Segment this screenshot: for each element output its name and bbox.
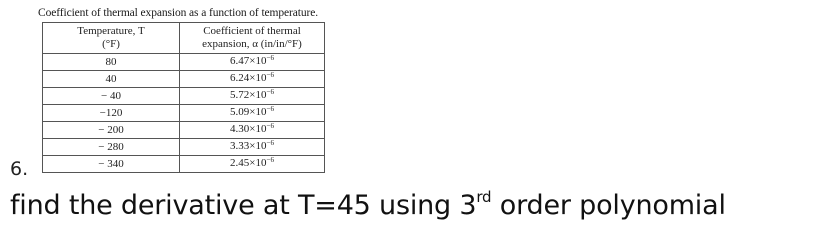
coefficient-cell: $3.33\times 10^{-6}$	[180, 139, 325, 156]
header-temperature-line1: Temperature, T	[77, 25, 145, 37]
coefficient-cell: $5.72\times 10^{-6}$	[180, 88, 325, 105]
coefficient-cell: $4.30\times 10^{-6}$	[180, 122, 325, 139]
temperature-cell: − 280	[43, 139, 180, 156]
coefficient-cell: $6.24\times 10^{-6}$	[180, 71, 325, 88]
problem-number: 6.	[10, 158, 29, 180]
table-caption: Coefficient of thermal expansion as a function of temperature.	[38, 7, 319, 19]
header-coefficient	[180, 23, 325, 54]
coefficient-cell: $5.09\times 10^{-6}$	[180, 105, 325, 122]
table-row	[43, 156, 325, 173]
table-row	[43, 139, 325, 156]
temperature-cell: −120	[43, 105, 180, 122]
header-temperature	[43, 23, 180, 54]
table-row	[43, 122, 325, 139]
table-row	[43, 71, 325, 88]
thermal-expansion-table	[42, 22, 325, 173]
table-row	[43, 105, 325, 122]
question-superscript: rd	[476, 188, 492, 206]
temperature-cell: − 40	[43, 88, 180, 105]
temperature-cell: 40	[43, 71, 180, 88]
question-prefix: find the derivative at T=45 using 3	[10, 190, 477, 221]
temperature-cell: − 340	[43, 156, 180, 173]
question-text	[10, 190, 726, 221]
temperature-cell: 80	[43, 54, 180, 71]
coefficient-cell: $6.47\times 10^{-6}$	[180, 54, 325, 71]
header-temperature-line2: (°F)	[102, 38, 120, 50]
coefficient-cell: $2.45\times 10^{-6}$	[180, 156, 325, 173]
table-header-row	[43, 23, 325, 54]
question-suffix: order polynomial	[491, 190, 726, 221]
table-row	[43, 54, 325, 71]
table-row	[43, 88, 325, 105]
header-coefficient-line2: expansion, α (in/in/°F)	[202, 38, 302, 50]
header-coefficient-line1: Coefficient of thermal	[203, 25, 301, 37]
temperature-cell: − 200	[43, 122, 180, 139]
